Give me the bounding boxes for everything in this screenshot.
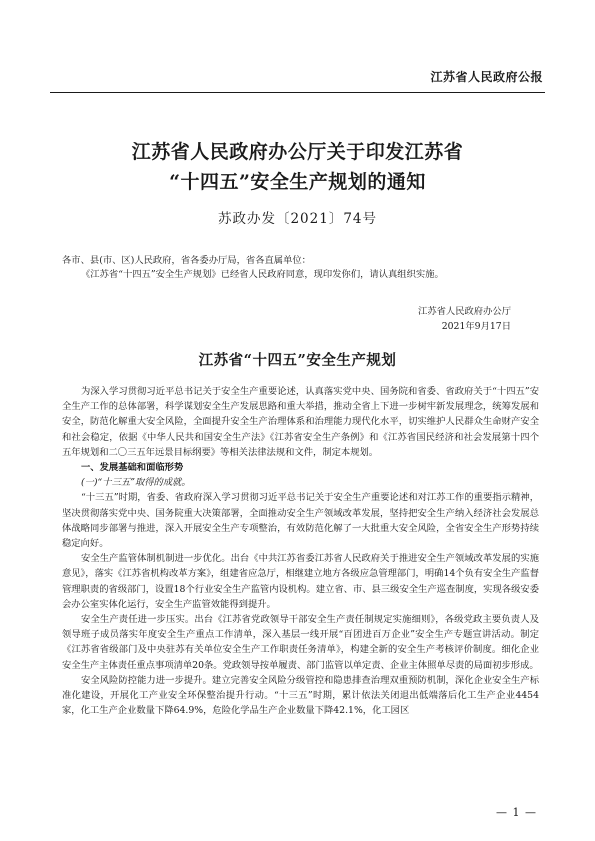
header-divider [50,92,545,93]
publication-name: 江苏省人民政府公报 [430,70,543,84]
issuer: 江苏省人民政府办公厅 [418,306,511,317]
body-paragraph-2: 安全生产监管体制机制进一步优化。出台《中共江苏省委江苏省人民政府关于推进安全生产领域改革发展的实施意见》，落实《江苏省机构改革方案》，组建省应急厅，相继建立地方各级应急管理部门，明确14个负有安全生产监督管理职责的省级部门，设置18个行业安全生产监管内设机构。建立省、市、县三级安全生产巡查制度，实现各级安委会办公室实体化运行，安全生产监管效能得到提升。 [62,553,539,610]
notice-title-line-2: “十四五”安全生产规划的通知 [169,171,426,193]
subsection-heading: (一)“十三五”取得的成就。 [81,477,191,489]
plan-title: 江苏省“十四五”安全生产规划 [198,352,397,369]
issue-date: 2021年9月17日 [441,321,511,332]
notice-title [0,137,595,197]
body-paragraph-3: 安全生产责任进一步压实。出台《江苏省党政领导干部安全生产责任制规定实施细则》，各级党政主要负责人及领导班子成员落实年度安全生产重点工作清单，深入基层一线开展“百团进百万企业”安全生产专题宣讲活动。制定《江苏省省级部门及中央驻苏有关单位安全生产工作职责任务清单》，构建全新的安全生产考核评价制度。细化企业安全生产主体责任重点事项清单20条。党政领导按单履责、部门监管以单定责、企业主体照单尽责的局面初步形成。 [62,614,539,671]
notice-title-line-1: 江苏省人民政府办公厅关于印发江苏省 [131,141,464,163]
section-heading: 一、发展基础和面临形势 [81,462,184,474]
notice-intro: 《江苏省“十四五”安全生产规划》已经省人民政府同意，现印发你们，请认真组织实施。 [81,269,444,280]
body-paragraph-4: 安全风险防控能力进一步提升。建立完善安全风险分级管控和隐患排查治理双重预防机制，深化企业安全生产标准化建设，开展化工产业安全环保整治提升行动。“十三五”时期，累计依法关闭退出低端落后化工生产企业4454家，化工生产企业数量下降64.9%，危险化学品生产企业数量下降42.1%，化工园区 [62,674,539,717]
signature-block [418,304,511,334]
salutation: 各市、县(市、区)人民政府，省各委办厅局，省各直属单位： [62,255,311,266]
page-number: — 1 — [496,806,537,819]
plan-content [62,384,539,718]
preamble-paragraph: 为深入学习贯彻习近平总书记关于安全生产重要论述，认真落实党中央、国务院和省委、省政府关于“十四五”安全生产工作的总体部署，科学谋划安全生产发展思路和重大举措，推动全省上下进一步树牢新发展理念，统筹发展和安全，防范化解重大安全风险，全面提升安全生产治理体系和治理能力现代化水平，切实维护人民群众生命财产安全和社会稳定，依据《中华人民共和国安全生产法》《江苏省安全生产条例》和《江苏省国民经济和社会发展第十四个五年规划和二〇三五年远景目标纲要》等相关法律法规和文件，制定本规划。 [62,386,539,458]
document-number: 苏政办发〔2021〕74号 [217,211,378,227]
body-paragraph-1: “十三五”时期，省委、省政府深入学习贯彻习近平总书记关于安全生产重要论述和对江苏工作的重要指示精神，坚决贯彻落实党中央、国务院重大决策部署，全面推动安全生产领域改革发展，坚持把安全生产纳入经济社会发展总体战略同步部署与推进，深入开展安全生产专项整治，有效防范化解了一大批重大安全风险，全省安全生产形势持续稳定向好。 [62,492,539,550]
